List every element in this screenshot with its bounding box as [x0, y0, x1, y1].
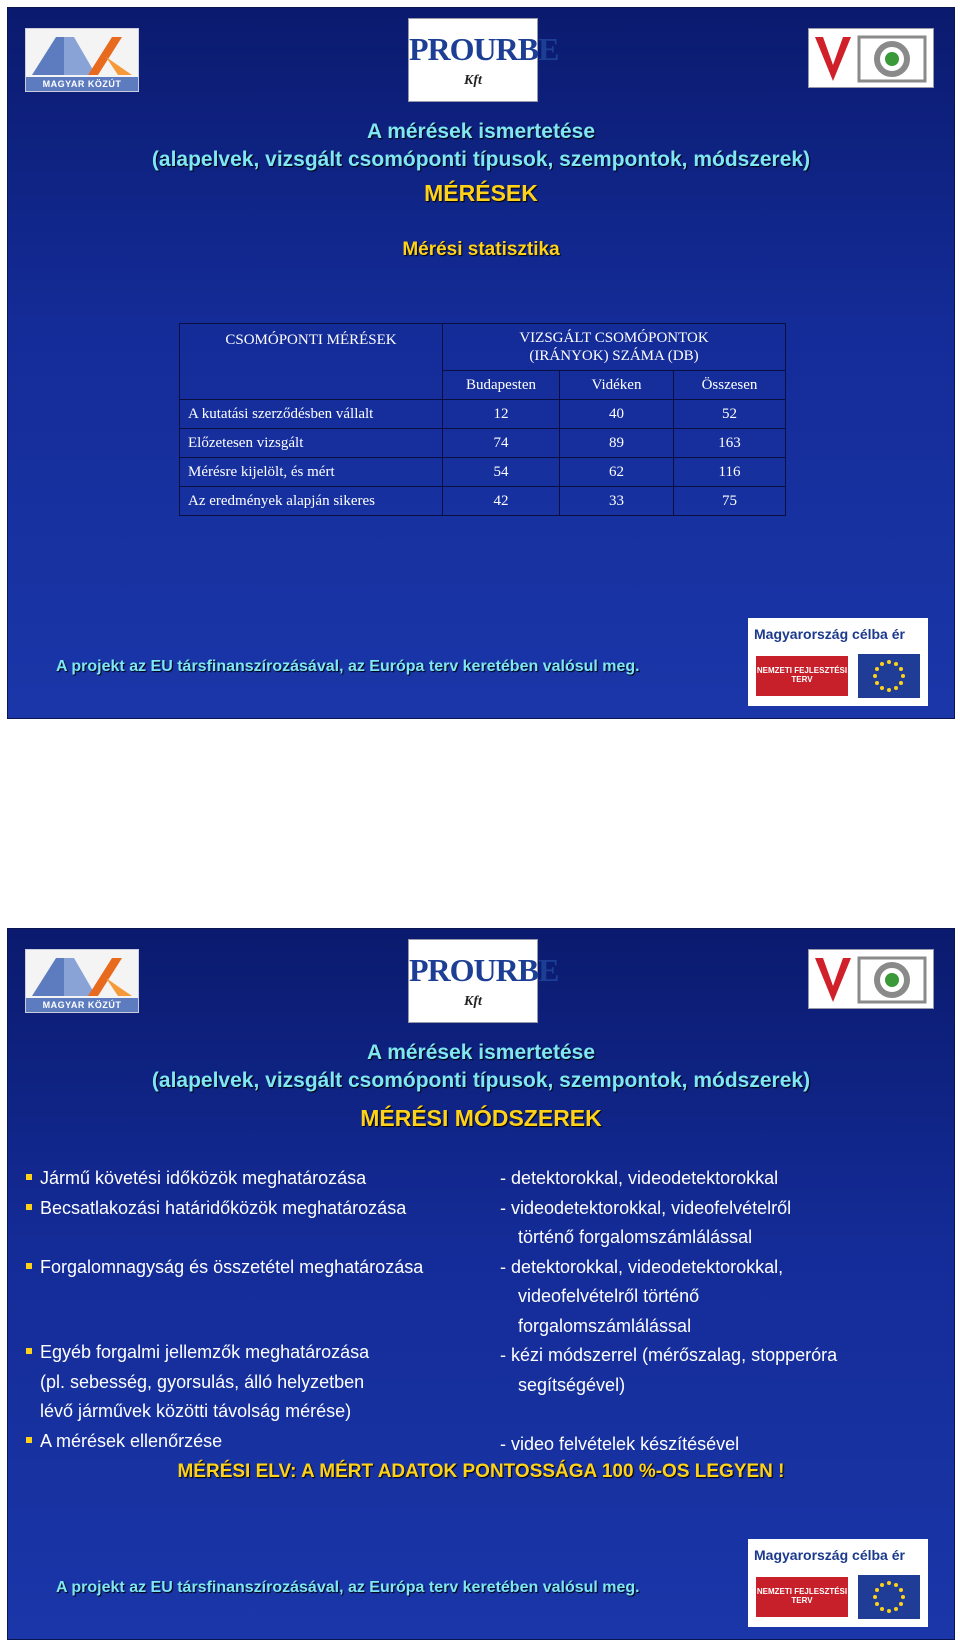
slide-heading: MÉRÉSEK [424, 180, 538, 206]
slide-measurement-methods [7, 928, 955, 1640]
table-row [180, 458, 786, 487]
nft-logo-text: NEMZETI FEJLESZTÉSI TERV [756, 656, 848, 696]
row-label: A kutatási szerződésben vállalt [180, 400, 443, 429]
table-cell: 62 [560, 458, 674, 487]
bullet-icon [26, 1204, 32, 1210]
methods-right-list [500, 1164, 940, 1459]
mk-mark-icon [26, 29, 138, 77]
measurement-statistics-table [179, 323, 786, 516]
table-cell: 116 [674, 458, 786, 487]
table-cell: 163 [674, 429, 786, 458]
eu-nft-logo [748, 618, 928, 706]
bullet-icon [26, 1437, 32, 1443]
row-label: Mérésre kijelölt, és mért [180, 458, 443, 487]
prourbe-logo-text: PROURBE [409, 952, 559, 988]
method-item: - kézi módszerrel (mérőszalag, stopperóra [500, 1345, 838, 1365]
table-row [180, 400, 786, 429]
v-partner-logo [808, 949, 934, 1009]
prourbe-logo-text: PROURBE [409, 31, 559, 67]
table-cell: 40 [560, 400, 674, 429]
table-cell: 74 [443, 429, 560, 458]
table-header-group [443, 324, 786, 371]
mk-logo-text: MAGYAR KÖZÚT [26, 77, 138, 91]
table-cell: 75 [674, 487, 786, 516]
column-header: Vidéken [560, 371, 674, 400]
prourbe-logo [408, 18, 559, 102]
method-item: - detektorokkal, videodetektorokkal [500, 1168, 779, 1188]
slide-heading: MÉRÉSI MÓDSZEREK [360, 1105, 602, 1131]
slide-title-line2: (alapelvek, vizsgált csomóponti típusok, szempontok, módszerek) [151, 1069, 811, 1092]
list-item-text: A mérések ellenőrzése [40, 1430, 223, 1451]
list-spacer [26, 1282, 496, 1338]
method-item: - detektorokkal, videodetektorokkal, [500, 1256, 784, 1277]
v-partner-logo [808, 28, 934, 88]
method-item-continuation: történő forgalomszámlálással [518, 1227, 753, 1247]
list-item [26, 1164, 496, 1194]
table-header-group-line2: (IRÁNYOK) SZÁMA (DB) [529, 348, 699, 364]
table-cell: 89 [560, 429, 674, 458]
table-cell: 33 [560, 487, 674, 516]
column-header: Összesen [674, 371, 786, 400]
list-item [26, 1194, 496, 1224]
list-item-continuation: lévő járművek közötti távolság mérése) [40, 1401, 352, 1421]
magyar-kozut-logo [25, 949, 139, 1013]
measurement-principle: MÉRÉSI ELV: A MÉRT ADATOK PONTOSSÁGA 100 %-OS LEGYEN ! [177, 1461, 785, 1482]
table-header-group-line1: VIZSGÁLT CSOMÓPONTOK [519, 330, 709, 346]
list-item [26, 1253, 496, 1283]
nft-logo-text: NEMZETI FEJLESZTÉSI TERV [756, 1577, 848, 1617]
list-spacer [500, 1400, 940, 1430]
list-item-text: Egyéb forgalmi jellemzők meghatározása [40, 1342, 370, 1362]
eu-nft-logo [748, 1539, 928, 1627]
footer-text: A projekt az EU társfinanszírozásával, az Európa terv keretében valósul meg. [56, 1579, 640, 1596]
footer-text: A projekt az EU társfinanszírozásával, az Európa terv keretében valósul meg. [56, 658, 640, 675]
table-cell: 42 [443, 487, 560, 516]
v-emblem-icon [809, 29, 933, 87]
bullet-icon [26, 1174, 32, 1180]
slide-title-line2: (alapelvek, vizsgált csomóponti típusok, szempontok, módszerek) [151, 148, 811, 171]
table-cell: 52 [674, 400, 786, 429]
table-row [180, 487, 786, 516]
eu-flag-icon [858, 654, 920, 698]
table-cell: 54 [443, 458, 560, 487]
row-label: Előzetesen vizsgált [180, 429, 443, 458]
slide-title-line1: A mérések ismertetése [366, 1041, 596, 1064]
slide-measurements-statistics [7, 7, 955, 719]
magyar-kozut-logo [25, 28, 139, 92]
prourbe-logo [408, 939, 559, 1023]
v-emblem-icon [809, 950, 933, 1008]
table-cell: 12 [443, 400, 560, 429]
table-row [180, 429, 786, 458]
method-item-continuation: videofelvételről történő [518, 1286, 700, 1306]
method-item: - videodetektorokkal, videofelvételről [500, 1197, 792, 1218]
method-item: - video felvételek készítésével [500, 1433, 740, 1454]
bullet-icon [26, 1348, 32, 1354]
eu-logo-text: Magyarország célba ér [754, 626, 905, 642]
prourbe-logo-sub: Kft [464, 994, 482, 1009]
method-item-continuation: forgalomszámlálással [518, 1315, 692, 1336]
list-item-text: Jármű követési időközök meghatározása [40, 1168, 367, 1188]
column-header: Budapesten [443, 371, 560, 400]
list-spacer [26, 1223, 496, 1253]
list-item-text: Becsatlakozási határidőközök meghatározása [40, 1197, 407, 1218]
list-item-text: Forgalomnagyság és összetétel meghatározása [40, 1256, 424, 1277]
list-item [26, 1338, 496, 1368]
methods-left-list [26, 1164, 496, 1456]
method-item-continuation: segítségével) [518, 1374, 626, 1395]
table-header-row [180, 324, 786, 371]
eu-logo-text: Magyarország célba ér [754, 1547, 905, 1563]
prourbe-logo-sub: Kft [464, 73, 482, 88]
row-label: Az eredmények alapján sikeres [180, 487, 443, 516]
table-header-left: CSOMÓPONTI MÉRÉSEK [180, 324, 443, 400]
list-item-continuation: (pl. sebesség, gyorsulás, álló helyzetben [40, 1371, 365, 1392]
mk-mark-icon [26, 950, 138, 998]
bullet-icon [26, 1263, 32, 1269]
slide-title-line1: A mérések ismertetése [366, 120, 596, 143]
mk-logo-text: MAGYAR KÖZÚT [26, 998, 138, 1012]
eu-flag-icon [858, 1575, 920, 1619]
slide-subheading: Mérési statisztika [402, 239, 560, 260]
list-item [26, 1427, 496, 1457]
